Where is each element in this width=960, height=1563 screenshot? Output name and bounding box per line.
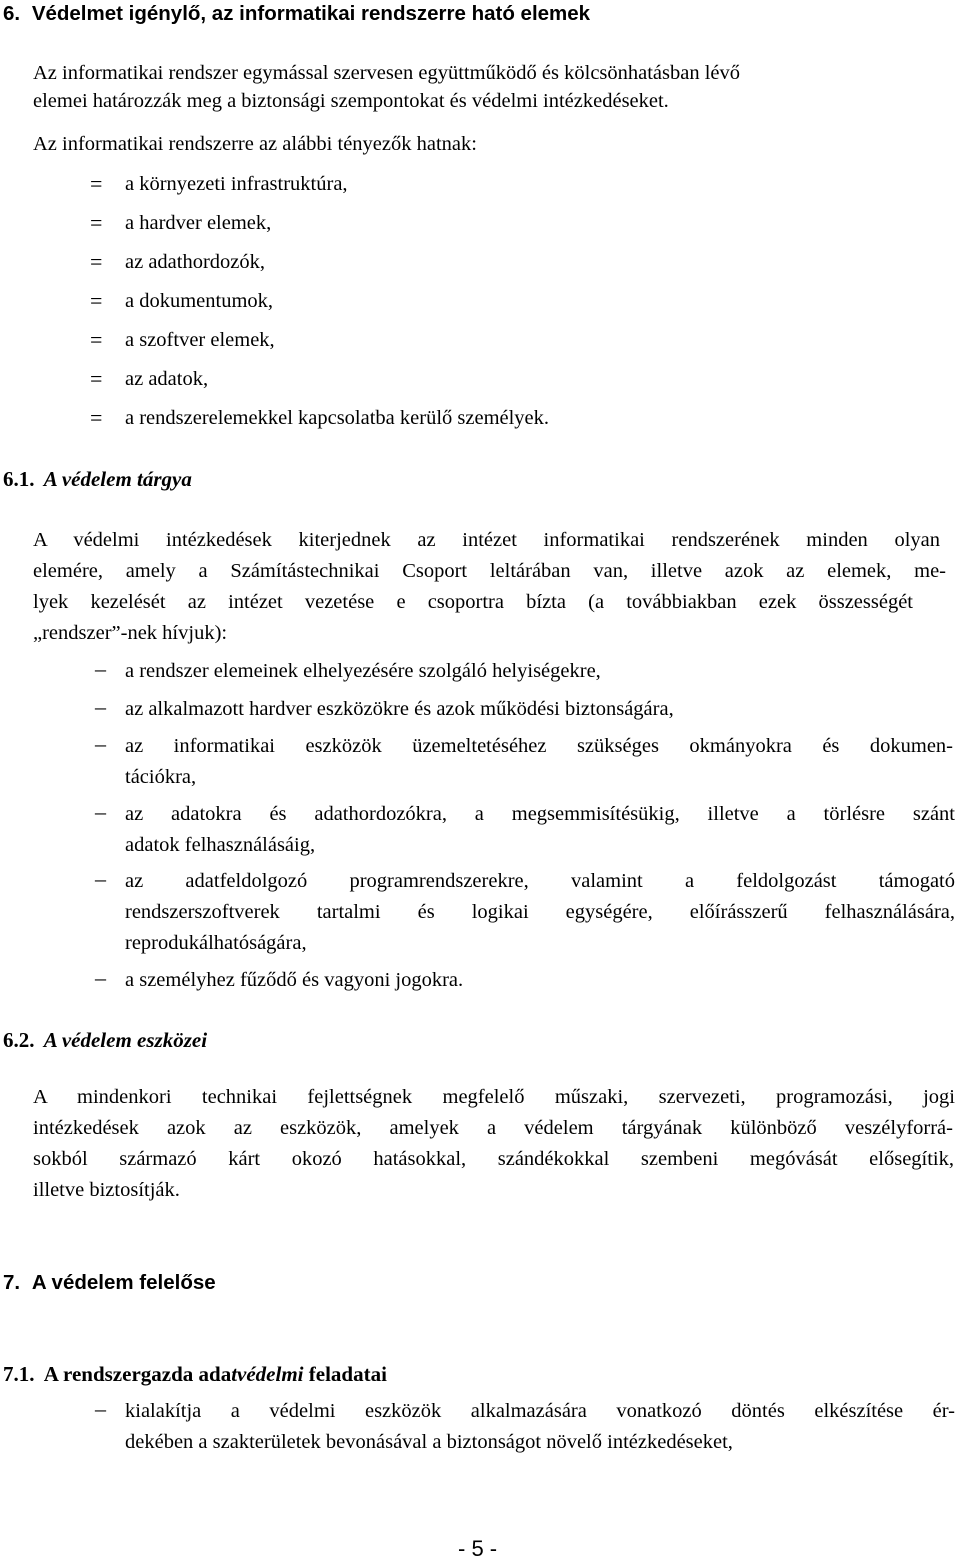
dash-bullet-icon: – — [95, 731, 106, 756]
section-6-2-title: A védelem eszközei — [43, 1028, 208, 1052]
equals-bullet-icon: = — [90, 210, 103, 235]
section-6-title: Védelmet igénylő, az informatikai rendszerre ható elemek — [31, 2, 591, 25]
page-number: - 5 - — [458, 1536, 498, 1561]
factor-text: a környezeti infrastruktúra, — [125, 173, 348, 195]
section-6-1-para-line-1: A védelmi intézkedések kiterjednek az intézet informatikai rendszerének minden olyan — [33, 529, 940, 551]
section-6-2-para-line-2: intézkedések azok az eszközök, amelyek a védelem tárgyának különböző veszélyforrá- — [33, 1117, 953, 1139]
dash-bullet-icon: – — [95, 694, 106, 719]
section-7-number: 7. — [3, 1271, 21, 1294]
dash-bullet-icon: – — [95, 656, 106, 681]
equals-bullet-icon: = — [90, 405, 103, 430]
item-text: a személyhez fűződő és vagyoni jogokra. — [125, 969, 464, 991]
dash-bullet-icon: – — [95, 965, 106, 990]
equals-bullet-icon: = — [90, 327, 103, 352]
section-6-intro-line-2: elemei határozzák meg a biztonsági szempontokat és védelmi intézkedéseket. — [33, 90, 669, 112]
factor-text: a szoftver elemek, — [125, 329, 275, 351]
equals-bullet-icon: = — [90, 171, 103, 196]
section-6-heading — [3, 2, 590, 26]
equals-bullet-icon: = — [90, 288, 103, 313]
section-6-intro-line-1: Az informatikai rendszer egymással szervesen együttműködő és kölcsönhatásban lévő — [33, 62, 741, 84]
item-text-continuation: dekében a szakterületek bevonásával a biztonságot növelő intézkedéseket, — [125, 1431, 733, 1453]
dash-bullet-icon: – — [95, 1396, 106, 1421]
section-6-1-para-line-2: elemére, amely a Számítástechnikai Csoport leltárában van, illetve azok az elemek, me- — [33, 560, 946, 582]
section-6-number: 6. — [3, 2, 21, 25]
section-6-2-para-line-1: A mindenkori technikai fejlettségnek megfelelő műszaki, szervezeti, programozási, jogi — [33, 1086, 955, 1108]
section-7-title: A védelem felelőse — [31, 1271, 216, 1294]
factor-text: az adathordozók, — [125, 251, 266, 273]
section-6-2-para-line-4: illetve biztosítják. — [33, 1179, 180, 1201]
factor-text: a dokumentumok, — [125, 290, 274, 312]
section-6-2-number: 6.2. — [3, 1028, 35, 1052]
factors-lead: Az informatikai rendszerre az alábbi tényezők hatnak: — [33, 133, 477, 155]
equals-bullet-icon: = — [90, 249, 103, 274]
dash-bullet-icon: – — [95, 866, 106, 891]
section-7-1-heading — [3, 1362, 387, 1387]
section-6-1-title: A védelem tárgya — [43, 467, 192, 491]
factor-text: az adatok, — [125, 368, 209, 390]
section-7-1-title-part-b: tvédelmi — [231, 1362, 304, 1386]
item-text-continuation: reprodukálhatóságára, — [125, 932, 307, 954]
item-text: az adatokra és adathordozókra, a megsemmisítésükig, illetve a törlésre szánt — [125, 803, 955, 825]
section-7-1-title-part-c: feladatai — [303, 1362, 387, 1386]
factor-text: a hardver elemek, — [125, 212, 272, 234]
equals-bullet-icon: = — [90, 366, 103, 391]
item-text: az informatikai eszközök üzemeltetéséhez szükséges okmányokra és dokumen- — [125, 735, 953, 757]
item-text-continuation: adatok felhasználásáig, — [125, 834, 316, 856]
section-6-2-para-line-3: sokból származó kárt okozó hatásokkal, szándékokkal szembeni megóvását elősegítik, — [33, 1148, 954, 1170]
dash-bullet-icon: – — [95, 799, 106, 824]
section-7-1-title-part-a: A rendszergazda ada — [43, 1362, 232, 1386]
section-6-1-number: 6.1. — [3, 467, 35, 491]
section-6-1-heading — [3, 467, 192, 492]
item-text: az adatfeldolgozó programrendszerekre, valamint a feldolgozást támogató — [125, 870, 955, 892]
section-7-1-number: 7.1. — [3, 1362, 35, 1386]
item-text-continuation: tációkra, — [125, 766, 197, 788]
item-text: az alkalmazott hardver eszközökre és azok működési biztonságára, — [125, 698, 674, 720]
factor-text: a rendszerelemekkel kapcsolatba kerülő személyek. — [125, 407, 550, 429]
section-7-heading — [3, 1271, 216, 1295]
item-text: a rendszer elemeinek elhelyezésére szolgáló helyiségekre, — [125, 660, 601, 682]
section-6-2-heading — [3, 1028, 207, 1053]
section-6-1-para-line-4: „rendszer”-nek hívjuk): — [33, 622, 228, 644]
section-6-1-para-line-3: lyek kezelését az intézet vezetése e csoportra bízta (a továbbiakban ezek összességét — [33, 591, 913, 613]
item-text: kialakítja a védelmi eszközök alkalmazására vonatkozó döntés elkészítése ér- — [125, 1400, 955, 1422]
item-text-continuation: rendszerszoftverek tartalmi és logikai egységére, előírásszerű felhasználására, — [125, 901, 955, 923]
